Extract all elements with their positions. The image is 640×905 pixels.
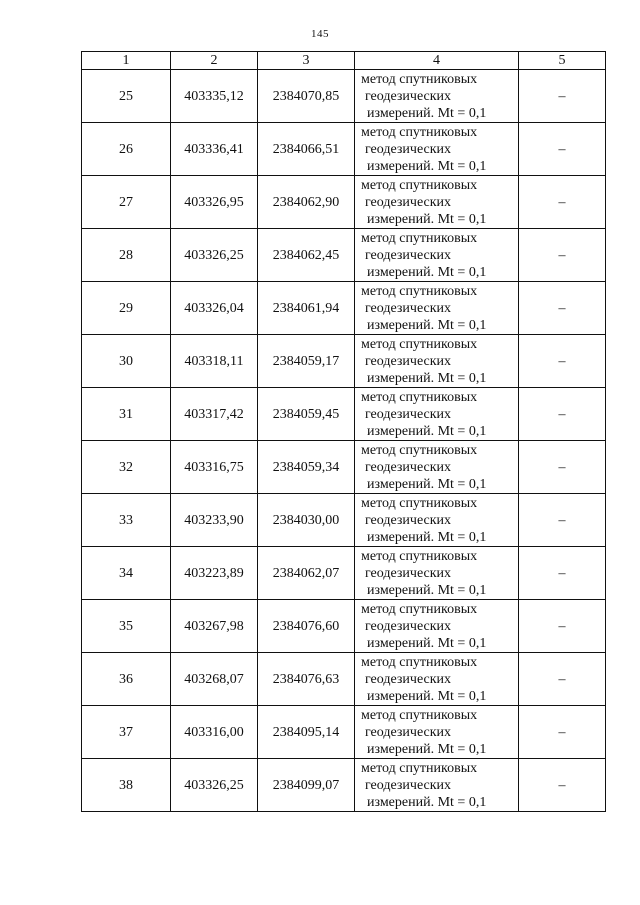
method-line: метод спутниковых bbox=[361, 654, 478, 670]
table-row bbox=[82, 335, 606, 388]
note-cell: – bbox=[519, 706, 606, 759]
method-cell bbox=[355, 70, 519, 123]
x-coordinate-cell: 403317,42 bbox=[171, 388, 258, 441]
method-line: метод спутниковых bbox=[361, 177, 478, 193]
x-coordinate-cell: 403336,41 bbox=[171, 123, 258, 176]
table-row bbox=[82, 547, 606, 600]
method-line: измерений. Mt = 0,1 bbox=[367, 158, 487, 174]
column-header-2: 2 bbox=[171, 52, 258, 70]
y-coordinate-cell: 2384076,63 bbox=[258, 653, 355, 706]
note-cell: – bbox=[519, 229, 606, 282]
point-number-cell: 36 bbox=[82, 653, 171, 706]
note-cell: – bbox=[519, 653, 606, 706]
x-coordinate-cell: 403268,07 bbox=[171, 653, 258, 706]
method-line: метод спутниковых bbox=[361, 548, 478, 564]
point-number-cell: 28 bbox=[82, 229, 171, 282]
note-cell: – bbox=[519, 759, 606, 812]
point-number-cell: 26 bbox=[82, 123, 171, 176]
x-coordinate-cell: 403326,95 bbox=[171, 176, 258, 229]
note-cell: – bbox=[519, 176, 606, 229]
method-cell bbox=[355, 335, 519, 388]
note-cell: – bbox=[519, 600, 606, 653]
table-row bbox=[82, 706, 606, 759]
table-row bbox=[82, 653, 606, 706]
method-line: измерений. Mt = 0,1 bbox=[367, 423, 487, 439]
y-coordinate-cell: 2384059,45 bbox=[258, 388, 355, 441]
method-line: измерений. Mt = 0,1 bbox=[367, 529, 487, 545]
column-header-1: 1 bbox=[82, 52, 171, 70]
method-line: измерений. Mt = 0,1 bbox=[367, 741, 487, 757]
point-number-cell: 34 bbox=[82, 547, 171, 600]
point-number-cell: 33 bbox=[82, 494, 171, 547]
method-line: метод спутниковых bbox=[361, 230, 478, 246]
method-line: измерений. Mt = 0,1 bbox=[367, 264, 487, 280]
note-cell: – bbox=[519, 388, 606, 441]
header-row bbox=[82, 52, 606, 70]
method-line: измерений. Mt = 0,1 bbox=[367, 105, 487, 121]
method-line: измерений. Mt = 0,1 bbox=[367, 688, 487, 704]
x-coordinate-cell: 403335,12 bbox=[171, 70, 258, 123]
y-coordinate-cell: 2384095,14 bbox=[258, 706, 355, 759]
point-number-cell: 30 bbox=[82, 335, 171, 388]
method-line: геодезических bbox=[365, 141, 452, 157]
method-line: измерений. Mt = 0,1 bbox=[367, 635, 487, 651]
method-cell bbox=[355, 123, 519, 176]
method-line: метод спутниковых bbox=[361, 760, 478, 776]
method-line: измерений. Mt = 0,1 bbox=[367, 582, 487, 598]
point-number-cell: 29 bbox=[82, 282, 171, 335]
method-line: метод спутниковых bbox=[361, 601, 478, 617]
method-line: метод спутниковых bbox=[361, 283, 478, 299]
x-coordinate-cell: 403316,75 bbox=[171, 441, 258, 494]
y-coordinate-cell: 2384061,94 bbox=[258, 282, 355, 335]
page-number: 145 bbox=[311, 28, 329, 40]
table-row bbox=[82, 282, 606, 335]
x-coordinate-cell: 403326,25 bbox=[171, 759, 258, 812]
table-header bbox=[82, 52, 606, 70]
method-line: измерений. Mt = 0,1 bbox=[367, 476, 487, 492]
table-row bbox=[82, 70, 606, 123]
note-cell: – bbox=[519, 282, 606, 335]
note-cell: – bbox=[519, 441, 606, 494]
table-row bbox=[82, 123, 606, 176]
method-line: геодезических bbox=[365, 406, 452, 422]
method-cell bbox=[355, 388, 519, 441]
y-coordinate-cell: 2384062,07 bbox=[258, 547, 355, 600]
method-line: геодезических bbox=[365, 459, 452, 475]
x-coordinate-cell: 403233,90 bbox=[171, 494, 258, 547]
x-coordinate-cell: 403267,98 bbox=[171, 600, 258, 653]
point-number-cell: 35 bbox=[82, 600, 171, 653]
method-line: измерений. Mt = 0,1 bbox=[367, 794, 487, 810]
method-line: геодезических bbox=[365, 724, 452, 740]
y-coordinate-cell: 2384070,85 bbox=[258, 70, 355, 123]
method-line: метод спутниковых bbox=[361, 71, 478, 87]
point-number-cell: 31 bbox=[82, 388, 171, 441]
point-number-cell: 27 bbox=[82, 176, 171, 229]
y-coordinate-cell: 2384099,07 bbox=[258, 759, 355, 812]
point-number-cell: 32 bbox=[82, 441, 171, 494]
table-row bbox=[82, 759, 606, 812]
method-cell bbox=[355, 547, 519, 600]
table-row bbox=[82, 494, 606, 547]
method-line: геодезических bbox=[365, 565, 452, 581]
table-row bbox=[82, 441, 606, 494]
x-coordinate-cell: 403326,25 bbox=[171, 229, 258, 282]
y-coordinate-cell: 2384076,60 bbox=[258, 600, 355, 653]
method-line: метод спутниковых bbox=[361, 389, 478, 405]
method-line: геодезических bbox=[365, 247, 452, 263]
method-line: геодезических bbox=[365, 618, 452, 634]
method-line: метод спутниковых bbox=[361, 124, 478, 140]
note-cell: – bbox=[519, 335, 606, 388]
note-cell: – bbox=[519, 70, 606, 123]
method-cell bbox=[355, 653, 519, 706]
method-line: измерений. Mt = 0,1 bbox=[367, 370, 487, 386]
method-cell bbox=[355, 759, 519, 812]
method-cell bbox=[355, 282, 519, 335]
method-line: геодезических bbox=[365, 353, 452, 369]
method-cell bbox=[355, 229, 519, 282]
method-line: измерений. Mt = 0,1 bbox=[367, 317, 487, 333]
y-coordinate-cell: 2384062,45 bbox=[258, 229, 355, 282]
point-number-cell: 37 bbox=[82, 706, 171, 759]
method-line: метод спутниковых bbox=[361, 707, 478, 723]
column-header-3: 3 bbox=[258, 52, 355, 70]
method-cell bbox=[355, 176, 519, 229]
x-coordinate-cell: 403318,11 bbox=[171, 335, 258, 388]
y-coordinate-cell: 2384062,90 bbox=[258, 176, 355, 229]
coordinates-table bbox=[81, 51, 606, 812]
method-line: метод спутниковых bbox=[361, 495, 478, 511]
column-header-5: 5 bbox=[519, 52, 606, 70]
method-cell bbox=[355, 494, 519, 547]
method-line: геодезических bbox=[365, 88, 452, 104]
point-number-cell: 38 bbox=[82, 759, 171, 812]
method-cell bbox=[355, 706, 519, 759]
y-coordinate-cell: 2384030,00 bbox=[258, 494, 355, 547]
method-line: геодезических bbox=[365, 671, 452, 687]
method-line: геодезических bbox=[365, 300, 452, 316]
method-line: метод спутниковых bbox=[361, 336, 478, 352]
table-body bbox=[82, 70, 606, 812]
note-cell: – bbox=[519, 547, 606, 600]
method-line: измерений. Mt = 0,1 bbox=[367, 211, 487, 227]
method-line: метод спутниковых bbox=[361, 442, 478, 458]
x-coordinate-cell: 403223,89 bbox=[171, 547, 258, 600]
table-row bbox=[82, 600, 606, 653]
y-coordinate-cell: 2384066,51 bbox=[258, 123, 355, 176]
column-header-4: 4 bbox=[355, 52, 519, 70]
y-coordinate-cell: 2384059,17 bbox=[258, 335, 355, 388]
method-line: геодезических bbox=[365, 777, 452, 793]
y-coordinate-cell: 2384059,34 bbox=[258, 441, 355, 494]
table-row bbox=[82, 229, 606, 282]
x-coordinate-cell: 403326,04 bbox=[171, 282, 258, 335]
point-number-cell: 25 bbox=[82, 70, 171, 123]
x-coordinate-cell: 403316,00 bbox=[171, 706, 258, 759]
method-line: геодезических bbox=[365, 194, 452, 210]
note-cell: – bbox=[519, 123, 606, 176]
method-cell bbox=[355, 441, 519, 494]
table-row bbox=[82, 388, 606, 441]
method-line: геодезических bbox=[365, 512, 452, 528]
note-cell: – bbox=[519, 494, 606, 547]
table-row bbox=[82, 176, 606, 229]
method-cell bbox=[355, 600, 519, 653]
